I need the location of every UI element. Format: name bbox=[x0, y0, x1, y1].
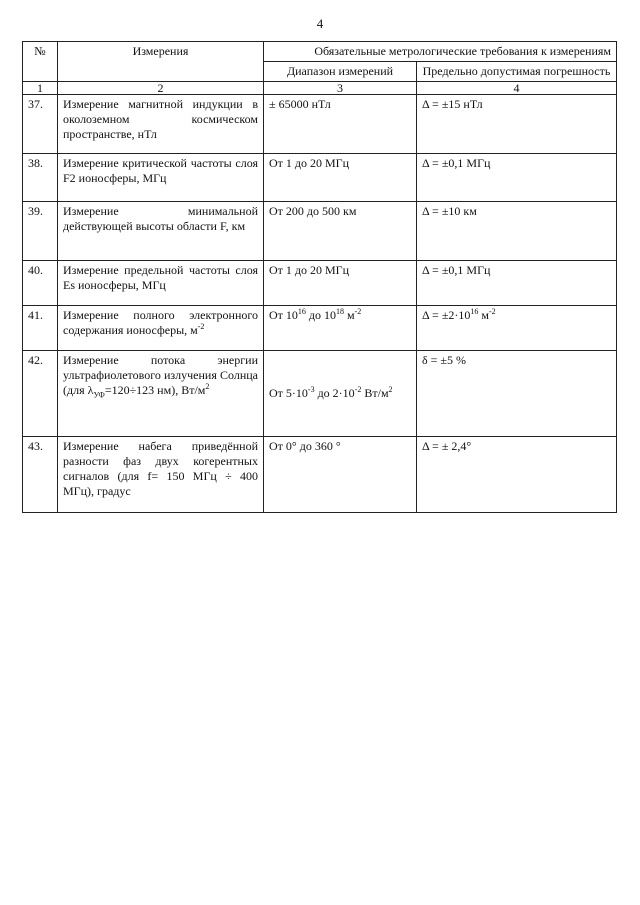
table-row bbox=[23, 437, 617, 513]
header-row bbox=[23, 42, 617, 62]
row-range: От 1 до 20 МГц bbox=[264, 154, 417, 202]
index-cell: 3 bbox=[264, 82, 417, 95]
header-requirements: Обязательные метрологические требования к измерениям bbox=[264, 42, 617, 62]
page-number: 4 bbox=[316, 16, 324, 31]
row-error: Δ = ±0,1 МГц bbox=[417, 154, 617, 202]
row-measurement: Измерение набега приведённой разности фаз двух когерентных сигналов (для f= 150 МГц ÷ 400 МГц), градус bbox=[58, 437, 264, 513]
table-row bbox=[23, 95, 617, 154]
row-measurement: Измерение потока энергии ультрафиолетового излучения Солнца (для $\lambda_{УФ}=120\div 123$ нм), $Вт/м^2$ bbox=[58, 351, 264, 437]
index-cell: 1 bbox=[23, 82, 58, 95]
header-number: № bbox=[23, 42, 58, 82]
row-measurement: Измерение магнитной индукции в околоземном космическом пространстве, нТл bbox=[58, 95, 264, 154]
row-range: От 200 до 500 км bbox=[264, 202, 417, 261]
header-error: Предельно допустимая погрешность bbox=[417, 62, 617, 82]
row-range: От $10^{16}$ до $10^{18}$ $м^{-2}$ bbox=[264, 306, 417, 351]
row-number: 42. bbox=[23, 351, 58, 437]
header-measurement: Измерения bbox=[58, 42, 264, 82]
row-error: Δ = ±15 нТл bbox=[417, 95, 617, 154]
row-range: От 1 до 20 МГц bbox=[264, 261, 417, 306]
row-range: От $5\cdot 10^{-3}$ до $2\cdot 10^{-2}$ $Вт/м^2$ bbox=[264, 351, 417, 437]
row-range: От 0° до 360 ° bbox=[264, 437, 417, 513]
row-error: Δ = ±10 км bbox=[417, 202, 617, 261]
row-number: 41. bbox=[23, 306, 58, 351]
row-error: Δ = ± 2,4° bbox=[417, 437, 617, 513]
row-error: $\Delta = \pm 2\cdot 10^{16}$ $м^{-2}$ bbox=[417, 306, 617, 351]
table-row bbox=[23, 306, 617, 351]
header-range: Диапазон измерений bbox=[264, 62, 417, 82]
index-cell: 4 bbox=[417, 82, 617, 95]
row-number: 43. bbox=[23, 437, 58, 513]
index-row bbox=[23, 82, 617, 95]
row-number: 37. bbox=[23, 95, 58, 154]
row-error: δ = ±5 % bbox=[417, 351, 617, 437]
row-measurement: Измерение минимальной действующей высоты области F, км bbox=[58, 202, 264, 261]
row-measurement: Измерение критической частоты слоя F2 ионосферы, МГц bbox=[58, 154, 264, 202]
table-row bbox=[23, 351, 617, 437]
row-measurement: Измерение полного электронного содержания ионосферы, $м^{-2}$ bbox=[58, 306, 264, 351]
row-error: Δ = ±0,1 МГц bbox=[417, 261, 617, 306]
requirements-table bbox=[22, 41, 617, 513]
table-row bbox=[23, 154, 617, 202]
row-number: 38. bbox=[23, 154, 58, 202]
row-range: ± 65000 нТл bbox=[264, 95, 417, 154]
table-row bbox=[23, 261, 617, 306]
row-number: 39. bbox=[23, 202, 58, 261]
index-cell: 2 bbox=[58, 82, 264, 95]
row-measurement: Измерение предельной частоты слоя Es ионосферы, МГц bbox=[58, 261, 264, 306]
table-row bbox=[23, 202, 617, 261]
row-number: 40. bbox=[23, 261, 58, 306]
